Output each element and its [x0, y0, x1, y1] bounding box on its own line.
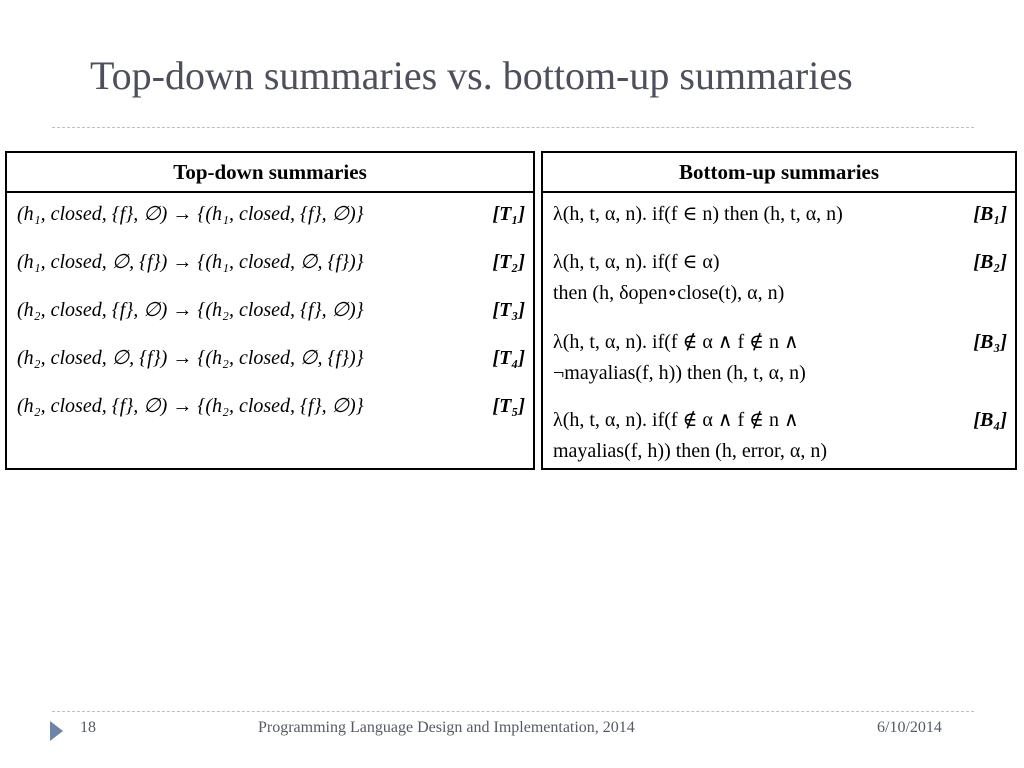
title-divider: [52, 127, 974, 128]
bottom-up-panel: [541, 151, 1017, 470]
top-down-tag: [T₁]: [492, 203, 525, 225]
bottom-up-tag: [B₂]: [973, 251, 1007, 273]
bottom-up-line: mayalias(f, h)) then (h, error, α, n): [553, 440, 828, 462]
bottom-up-line: ¬mayalias(f, h)) then (h, t, α, n): [553, 362, 806, 384]
top-down-tag: [T₂]: [492, 251, 525, 273]
top-down-tag: [T₅]: [492, 395, 525, 417]
bottom-up-tag: [B₃]: [973, 331, 1007, 353]
bottom-up-line: λ(h, t, α, n). if(f ∉ α ∧ f ∉ n ∧: [553, 409, 799, 431]
top-down-row: [17, 199, 364, 230]
top-down-expr: (h₂, closed, {f}, ∅) → {(h₂, closed, {f}, ∅)}: [17, 299, 364, 321]
top-down-tag: [T₄]: [492, 347, 525, 369]
top-down-header: Top-down summaries: [7, 153, 533, 193]
top-down-tag: [T₃]: [492, 299, 525, 321]
bottom-up-tag: [B₄]: [973, 409, 1007, 431]
slide-title: Top-down summaries vs. bottom-up summaries: [90, 53, 853, 98]
footer-divider: [52, 711, 974, 712]
bottom-up-line: λ(h, t, α, n). if(f ∉ α ∧ f ∉ n ∧: [553, 331, 799, 353]
top-down-expr: (h₂, closed, ∅, {f}) → {(h₂, closed, ∅, {f})}: [17, 347, 364, 369]
bullet-triangle-icon: [50, 721, 63, 741]
footer-course: Programming Language Design and Implementation, 2014: [258, 719, 635, 736]
bottom-up-line: λ(h, t, α, n). if(f ∈ n) then (h, t, α, n): [553, 203, 843, 225]
top-down-row: [17, 295, 364, 326]
footer-date: 6/10/2014: [877, 719, 942, 736]
top-down-row: [17, 343, 364, 374]
bottom-up-header: Bottom-up summaries: [543, 153, 1015, 193]
bottom-up-tag: [B₁]: [973, 203, 1007, 225]
top-down-expr: (h₂, closed, {f}, ∅) → {(h₂, closed, {f}, ∅)}: [17, 395, 364, 417]
top-down-row: [17, 247, 364, 278]
top-down-row: [17, 391, 364, 422]
top-down-panel: [5, 151, 535, 470]
bottom-up-line: then (h, δopen∘close(t), α, n): [553, 282, 785, 304]
bottom-up-line: λ(h, t, α, n). if(f ∈ α): [553, 251, 720, 273]
top-down-expr: (h₁, closed, ∅, {f}) → {(h₁, closed, ∅, {f})}: [17, 251, 364, 273]
top-down-expr: (h₁, closed, {f}, ∅) → {(h₁, closed, {f}, ∅)}: [17, 203, 364, 225]
page-number: 18: [80, 719, 96, 736]
